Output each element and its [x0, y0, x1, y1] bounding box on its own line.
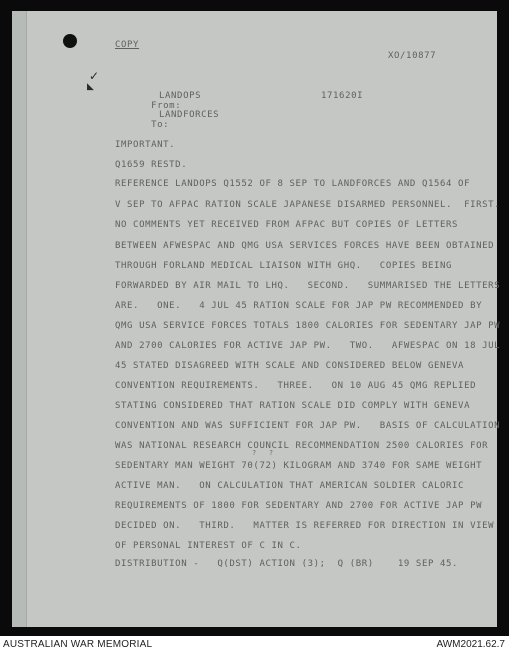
reference-number: XO/10877: [388, 51, 437, 61]
body-line: BETWEEN AFWESPAC AND QMG USA SERVICES FORCES HAVE BEEN OBTAINED: [115, 241, 495, 251]
body-line: V SEP TO AFPAC RATION SCALE JAPANESE DISARMED PERSONNEL. FIRST.: [115, 200, 501, 210]
body-line: CONVENTION REQUIREMENTS. THREE. ON 10 AUG 45 QMG REPLIED: [115, 381, 477, 391]
body-line: FORWARDED BY AIR MAIL TO LHQ. SECOND. SUMMARISED THE LETTERS: [115, 281, 501, 291]
body-line: QMG USA SERVICE FORCES TOTALS 1800 CALORIES FOR SEDENTARY JAP PW: [115, 321, 501, 331]
body-line: SEDENTARY MAN WEIGHT 70(72) KILOGRAM AND 3740 FOR SAME WEIGHT: [115, 461, 483, 471]
accession-number: AWM2021.62.7: [436, 639, 505, 650]
body-line: THROUGH FORLAND MEDICAL LIAISON WITH GHQ. COPIES BEING: [115, 261, 453, 271]
from-label: From:: [151, 101, 182, 111]
message-id: 171620I: [321, 91, 364, 101]
body-line: CONVENTION AND WAS SUFFICIENT FOR JAP PW. BASIS OF CALCULATION: [115, 421, 501, 431]
punch-hole: [63, 34, 77, 48]
body-line: WAS NATIONAL RESEARCH COUNCIL RECOMMENDATION 2500 CALORIES FOR: [115, 441, 489, 451]
from-value: LANDOPS: [159, 91, 202, 101]
body-line: NO COMMENTS YET RECEIVED FROM AFPAC BUT COPIES OF LETTERS: [115, 220, 459, 230]
copy-label: COPY: [115, 40, 140, 50]
body-line: ACTIVE MAN. ON CALCULATION THAT AMERICAN SOLDIER CALORIC: [115, 481, 465, 491]
document-page: [26, 11, 501, 627]
body-line: AND 2700 CALORIES FOR ACTIVE JAP PW. TWO. AFWESPAC ON 18 JUL: [115, 341, 501, 351]
ink-mark: ✓: [89, 69, 100, 83]
body-line: STATING CONSIDERED THAT RATION SCALE DID COMPLY WITH GENEVA: [115, 401, 471, 411]
body-line: REQUIREMENTS OF 1800 FOR SEDENTARY AND 2700 FOR ACTIVE JAP PW: [115, 501, 483, 511]
body-line: REFERENCE LANDOPS Q1552 OF 8 SEP TO LANDFORCES AND Q1564 OF: [115, 179, 471, 189]
institution-name: AUSTRALIAN WAR MEMORIAL: [3, 639, 153, 650]
ink-blot: ◣: [87, 82, 94, 92]
priority-label: IMPORTANT.: [115, 140, 176, 150]
handwritten-marks: ? ?: [252, 449, 274, 457]
document-sheet: [12, 11, 501, 627]
body-line: OF PERSONAL INTEREST OF C IN C.: [115, 541, 302, 551]
body-line: DECIDED ON. THIRD. MATTER IS REFERRED FOR DIRECTION IN VIEW: [115, 521, 495, 531]
body-line: ARE. ONE. 4 JUL 45 RATION SCALE FOR JAP PW RECOMMENDED BY: [115, 301, 483, 311]
archive-footer: [0, 636, 509, 653]
distribution-line: DISTRIBUTION - Q(DST) ACTION (3); Q (BR) 19 SEP 45.: [115, 559, 459, 569]
reference-code: Q1659 RESTD.: [115, 160, 188, 170]
to-value: LANDFORCES: [159, 110, 220, 120]
body-line: 45 STATED DISAGREED WITH SCALE AND CONSIDERED BELOW GENEVA: [115, 361, 465, 371]
to-label: To:: [151, 120, 170, 130]
